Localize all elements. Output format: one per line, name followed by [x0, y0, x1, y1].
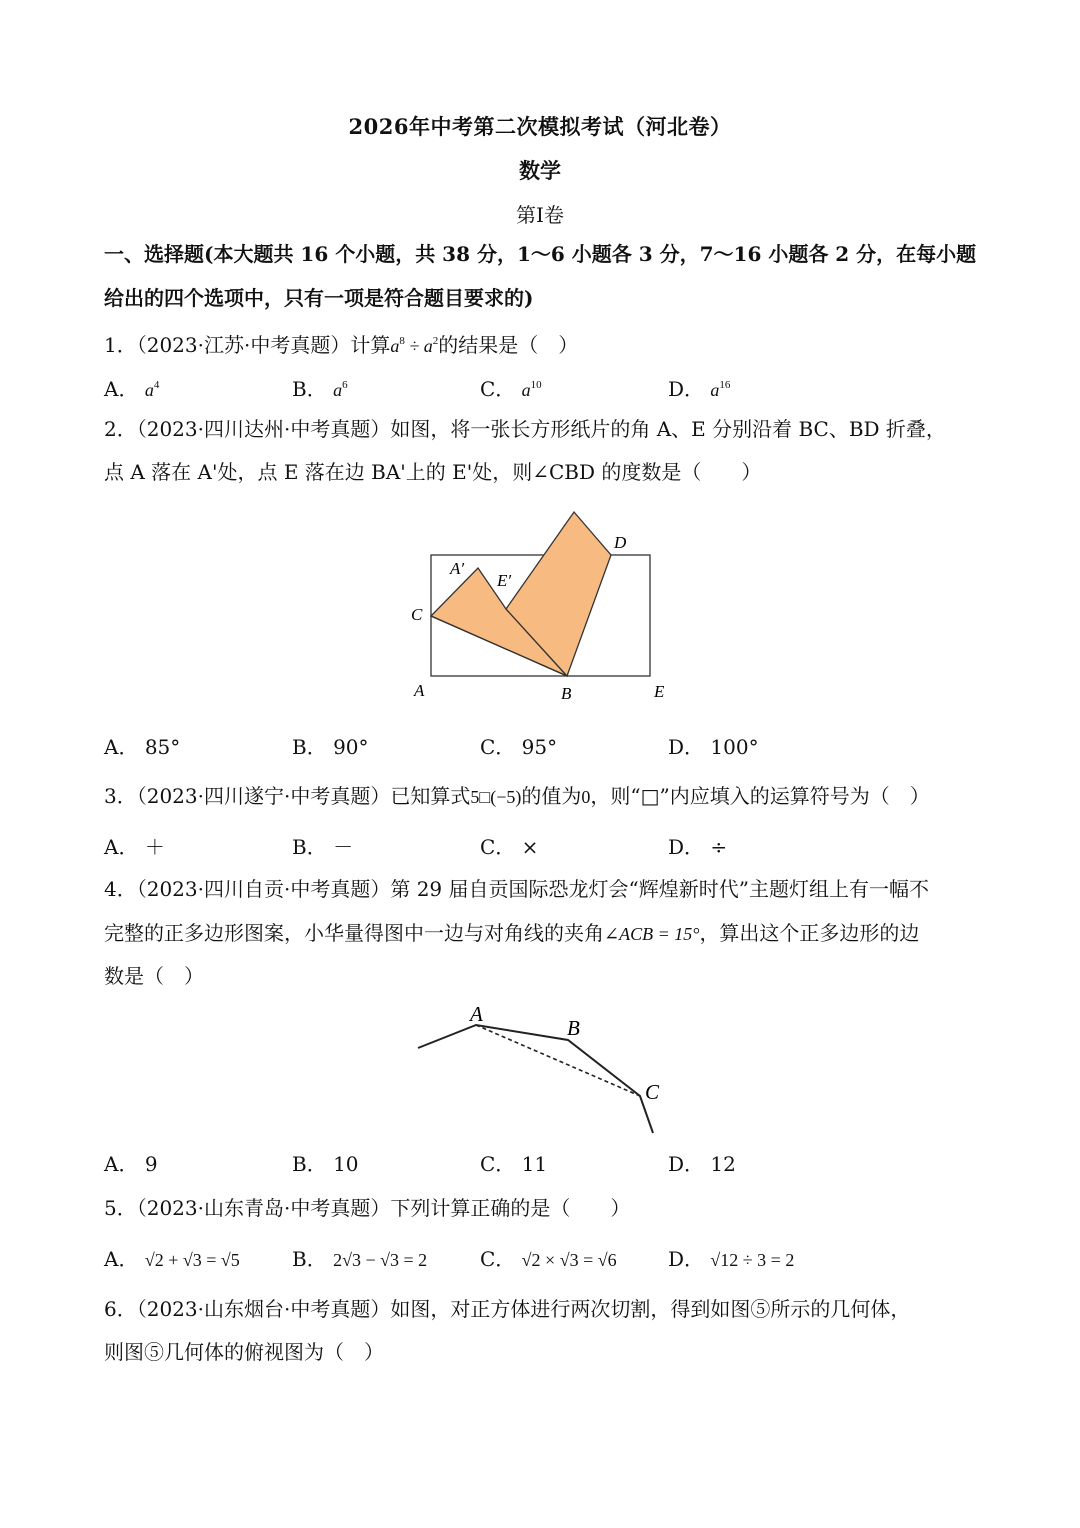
q1-prefix: 1．（2023·江苏·中考真题）计算 [104, 333, 391, 357]
q1-expr: $a^8 \div a^2$ [390, 335, 439, 356]
q3-option-c[interactable]: C． × [480, 835, 539, 859]
q4-label-b: B [567, 1016, 580, 1040]
q2-label-e-prime: E′ [497, 571, 512, 590]
q2-label-c: C [411, 605, 423, 624]
q1-stem [104, 327, 984, 360]
q2-figure [400, 500, 680, 710]
section-desc-2: 给出的四个选项中，只有一项是符合题目要求的) [104, 286, 534, 310]
q2-label-a: A [414, 681, 425, 700]
q3-zero: 0 [581, 787, 591, 807]
q3-expr: 5□(−5) [470, 787, 522, 807]
q2-option-d[interactable]: D． 100° [668, 735, 759, 759]
section-title: 一、选择题 [104, 242, 204, 266]
q1-option-b[interactable]: B． $a^6$ [292, 377, 348, 401]
q1-suffix: 的结果是（ ） [438, 333, 579, 357]
q2-option-a[interactable]: A． 85° [104, 735, 181, 759]
q4-stem-3: 数是（ ） [104, 964, 204, 988]
q5-option-d[interactable]: D． √12 ÷ 3 = 2 [668, 1247, 795, 1271]
q3-option-a[interactable]: A． ＋ [104, 835, 165, 859]
q3-option-b[interactable]: B． － [292, 835, 354, 859]
q6-stem-2: 则图⑤几何体的俯视图为（ ） [104, 1340, 384, 1364]
q3-stem: 3．（2023·四川遂宁·中考真题）已知算式5□(−5)的值为0，则“□”内应填入的运算符号为（ ） [104, 784, 930, 808]
q5-stem: 5．（2023·山东青岛·中考真题）下列计算正确的是（ ） [104, 1196, 631, 1220]
section-desc-1: (本大题共 16 个小题，共 38 分，1～6 小题各 3 分，7～16 小题各 2 分，在每小题 [204, 242, 977, 266]
q2-label-b: B [561, 684, 572, 703]
q4-stem-1: 4．（2023·四川自贡·中考真题）第 29 届自贡国际恐龙灯会“辉煌新时代”主题灯组上有一幅不 [104, 877, 929, 901]
q1-option-c[interactable]: C． $a^{10}$ [480, 377, 542, 401]
subject-title: 数学 [519, 158, 561, 183]
q4-option-b[interactable]: B． 10 [292, 1152, 359, 1176]
q4-diagonal-ac [476, 1025, 640, 1096]
q2-label-d: D [614, 533, 627, 552]
q2-option-c[interactable]: C． 95° [480, 735, 558, 759]
q5-option-a[interactable]: A． √2 + √3 = √5 [104, 1247, 240, 1271]
q3-option-d[interactable]: D． ÷ [668, 835, 728, 859]
q2-label-e: E [654, 682, 665, 701]
q2-option-b[interactable]: B． 90° [292, 735, 369, 759]
q4-label-a: A [470, 1002, 483, 1026]
q4-option-a[interactable]: A． 9 [104, 1152, 158, 1176]
q1-option-d[interactable]: D． $a^{16}$ [668, 377, 731, 401]
section-heading [104, 240, 984, 268]
q5-option-b[interactable]: B． 2√3 − √3 = 2 [292, 1247, 428, 1271]
q6-stem-1: 6．（2023·山东烟台·中考真题）如图，对正方体进行两次切割，得到如图⑤所示的几何体， [104, 1297, 911, 1321]
exam-title: 2026年中考第二次模拟考试（河北卷） [348, 114, 732, 139]
q2-stem-1: 2．（2023·四川达州·中考真题）如图，将一张长方形纸片的角 A、E 分别沿着 BC、BD 折叠， [104, 417, 946, 441]
q4-polygon-edges [418, 1025, 653, 1133]
q4-option-c[interactable]: C． 11 [480, 1152, 548, 1176]
q4-label-c: C [645, 1080, 660, 1104]
q4-angle-expr: ∠ACB = 15° [604, 924, 700, 944]
q4-stem-2: 完整的正多边形图案，小华量得图中一边与对角线的夹角∠ACB = 15°，算出这个正多边形的边 [104, 921, 920, 945]
q5-option-c[interactable]: C． √2 × √3 = √6 [480, 1247, 617, 1271]
q4-option-d[interactable]: D． 12 [668, 1152, 736, 1176]
volume-label: 第Ⅰ卷 [516, 203, 564, 227]
q4-figure [405, 995, 675, 1140]
q1-option-a[interactable]: A． $a^4$ [104, 377, 160, 401]
q2-label-a-prime: A′ [450, 559, 465, 578]
q2-stem-2: 点 A 落在 A'处，点 E 落在边 BA'上的 E'处，则∠CBD 的度数是（ ） [104, 460, 762, 484]
